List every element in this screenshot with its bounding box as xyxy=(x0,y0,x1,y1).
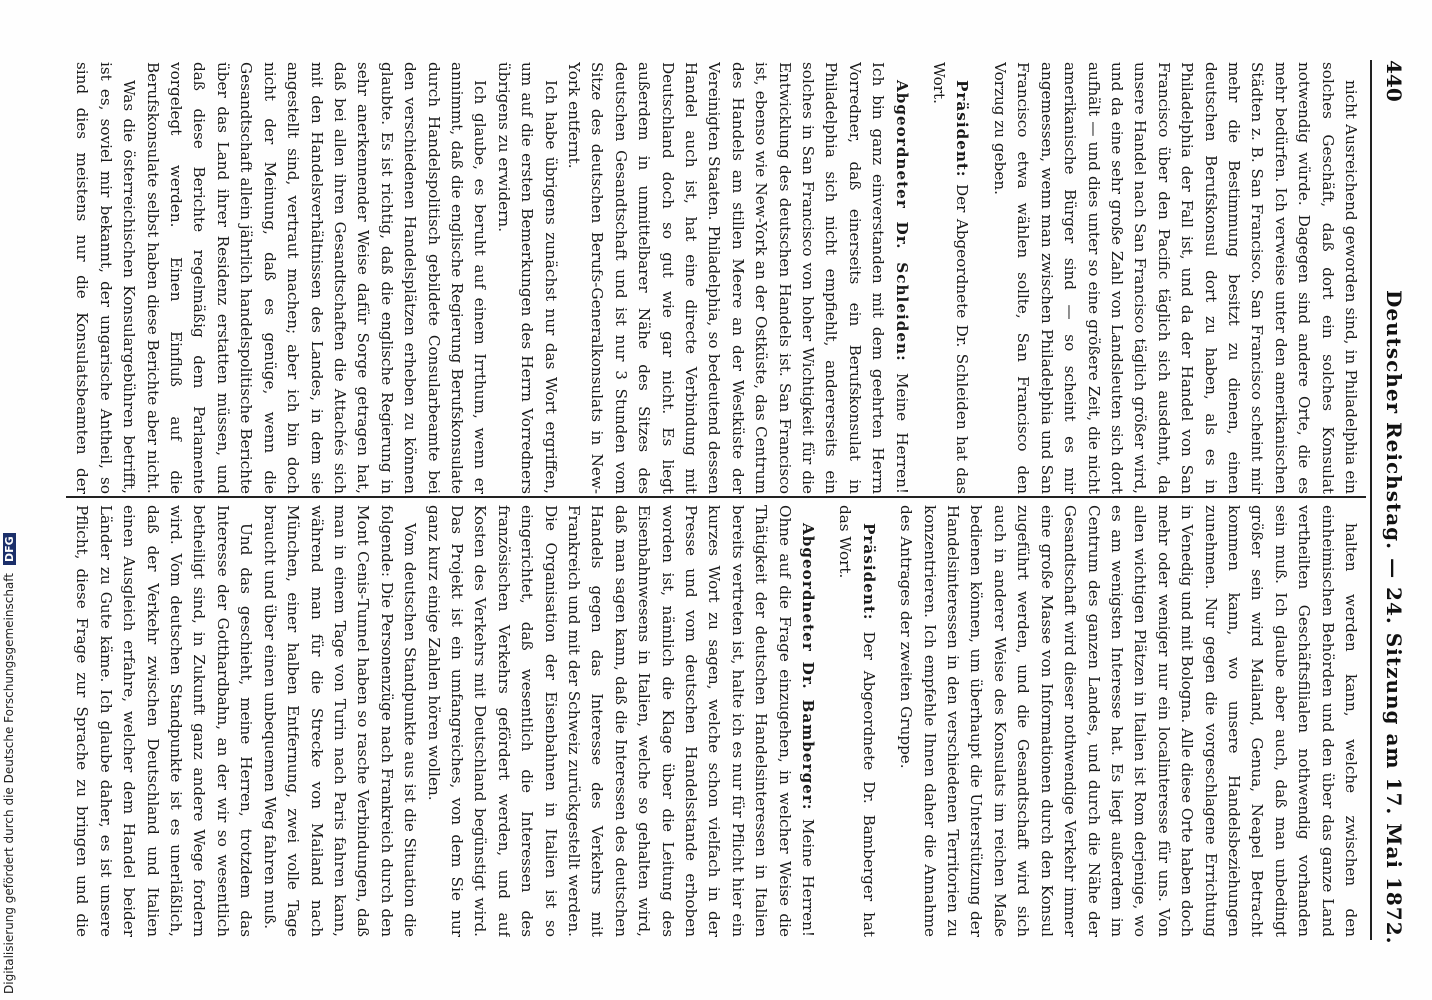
page-number: 440 xyxy=(1382,60,1406,102)
speaker-label: Präsident: xyxy=(859,523,878,621)
right-paragraph-2 xyxy=(833,505,880,937)
left-paragraph-2 xyxy=(927,62,974,494)
right-column xyxy=(72,505,1362,937)
left-paragraph-5: Ich glaube, es beruht auf einem Irrthum, wenn er annimmt, daß die englische Regierung Berufskonsulate durch Handelspolitisch gebildete Consularbeamte bei den verschiedenen Handelsplätzen erheben zu können glaubte. Es ist richtig, daß die englische Regierung in sehr anerkennender Weise dafür Sorge getragen hat, daß bei allen ihren Gesandtschaften die Attachés sich mit den Handelsverhältnissen des Landes, in dem sie angestellt sind, vertraut machen; aber ich bin doch nicht der Meinung, daß es genüge, wenn die Gesandtschaft allein jährlich handelspolitische Berichte über das Land ihrer Residenz erstatten müssen, und daß diese Berichte regelmäßig dem Parlamente vorgelegt werden. Einen Einfluß auf die Berufskonsulate selbst haben diese Berichte aber nicht. xyxy=(143,62,490,494)
left-paragraph-6: Was die österreichischen Konsulargebühren betrifft, ist es, soviel mir bekannt, der ungarische Antheil, so sind dies meistens nur die Konsulatsbeamten der xyxy=(73,62,139,494)
left-paragraph-1: nicht Ausreichend geworden sind, in Philadelphia ein solches Geschäft, daß dort ein solches Konsulat notwendig würde. Dagegen sind andere Orte, die es mehr bedürfen. Ich verweise unter den amerikanischen Städten z. B. San Francisco. San Francisco scheint mir mehr die Bestimmung besitzt zu dienen, einen deutschen Berufskonsul dort zu haben, als es in Philadelphia der Fall ist, und da der Handel von San Francisco über den Pacific täglich sich ausdehnt, da unsere Handel nach San Francisco täglich größer wird, und da eine sehr große Zahl von Landsleuten sich dort aufhält — und dies unter so eine größere Zeit, die nicht amerikanische Bürger sind — so scheint es mir angemessen, wenn man zwischen Philadelphia und San Francisco etwa wählen sollte, San Francisco den Vorzug zu geben. xyxy=(990,62,1360,494)
footer-credit: Digitalisierung gefördert durch die Deutsche Forschungsgemeinschaft xyxy=(2,572,16,994)
column-divider xyxy=(66,496,1366,498)
dfg-logo: DFG xyxy=(3,533,16,565)
right-paragraph-5: Und das geschieht, meine Herren, trotzdem das Interesse der Gotthardbahn, an der wir so wesentlich betheiligt sind, in Zukunft ganz andere Wege fordern wird. Vom deutschen Standpunkte ist es unerläßlich, daß der Verkehr zwischen Deutschland und Italien einen Ausgleich erfahre, welcher dem Handel beider Länder zu Gute käme. Ich glaube daher, es ist unsere Pflicht, diese Frage zur Sprache zu bringen und die xyxy=(73,505,256,937)
footer-wrap xyxy=(0,0,20,1000)
speech-text: Der Abgeordnete Dr. Schleiden hat das Wort. xyxy=(930,62,972,494)
left-paragraph-4: Ich habe übrigens zunächst nur das Wort ergriffen, um auf die ersten Bemerkungen des Herrn Vorredners übrigens zu erwidern. xyxy=(494,62,560,494)
left-column xyxy=(72,62,1362,494)
right-paragraph-3 xyxy=(421,505,819,937)
speech-text: Meine Herren! Ich bin ganz einverstanden mit dem geehrten Herrn Vorredner, daß einerseits ein Berufskonsulat in Philadelphia sich nicht empfiehlt, andererseits ein solches in San Francisco von hoher Wichtigkeit für die Entwicklung des deutschen Handels ist. San Francisco ist, ebenso wie New-York an der Ostküste, das Centrum des Handels am stillen Meere an der Westküste der Vereinigten Staaten. Philadelphia, so bedeutend dessen Handel auch ist, hat eine directe Verbindung mit Deutschland doch so gut wie gar nicht. Es liegt außerdem in unmittelbarer Nähe des Sitzes des deutschen Gesandtschaft und ist nur 3 Stunden vom Sitze des deutschen Berufs-Generalkonsulats in New-York entfernt. xyxy=(565,62,911,494)
speaker-label: Abgeordneter Dr. Bamberger: xyxy=(799,523,818,811)
right-paragraph-1: halten werden kann, welche zwischen den einheimischen Behörden und den über das ganze Land vertheilten Geschäftsfilialen nothwendig vorhanden sein muß. Ich glaube aber auch, daß man unbedingt größer sein wird Mailand, Genua, Neapel Betracht kommen kann, wo unsere Handelsbeziehungen zunehmen. Nur gegen die vorgeschlagene Errichtung in Venedig und mit Bologna. Alle diese Orte haben doch mehr oder weniger nur ein localinteresse für uns. Von allen wichtigen Plätzen in Italien ist Rom derjenige, wo es am wenigsten Interesse hat. Es liegt außerdem im Centrum des ganzen Landes, und durch die Nähe der Gesandtschaft wird dieser nothwendige Verkehr immer eine große Masse von Informationen durch den Konsul zugeführt werden, und die Gesandtschaft wird sich auch in anderer Weise des Konsulats im reichen Maße bedienen können, um überhaupt die Unterstützung der Handelsinteressen in den verschiedenen Territorien zu konzentrieren. Ich empfehle Ihnen daher die Annahme des Antrages der zweiten Gruppe. xyxy=(897,505,1360,937)
header-rule xyxy=(1370,60,1372,940)
speech-text: Der Abgeordnete Dr. Bamberger hat das Wort. xyxy=(836,505,878,937)
left-paragraph-3 xyxy=(562,62,913,494)
page-header xyxy=(1372,60,1406,945)
speaker-label: Abgeordneter Dr. Schleiden: xyxy=(892,80,911,362)
running-head: Deutscher Reichstag. — 24. Sitzung am 17. Mai 1872. xyxy=(1382,290,1406,945)
right-paragraph-4: Vom deutschen Standpunkte aus ist die Situation die folgende: Die Personenzüge nach Frankreich durch den Mont Cenis-Tunnel haben so rasche Verbindungen, daß man in einem Tage von Turin nach Paris fahren kann, während man für die Strecke von Mailand nach München, einer halben Entfernung, zwei volle Tage braucht und über einen unbequemen Weg fahren muß. xyxy=(260,505,420,937)
speech-text: Meine Herren! Ohne auf die Frage einzugehen, in welcher Weise die Thätigkeit der deutschen Handelsinteressen in Italien bereits vertreten ist, halte ich es nur für Pflicht hier ein kurzes Wort zu sagen, welche schon vielfach in der Presse und vom deutschen Handelsstande erhoben worden ist, nämlich die Klage über die Leitung des Eisenbahnwesens in Italien, welche so gehalten wird, daß man sagen kann, daß die Interessen des deutschen Handels gegen das Interesse des Verkehrs mit Frankreich und mit der Schweiz zurückgestellt werden. Die Organisation der Eisenbahnen in Italien ist so eingerichtet, daß wesentlich die Interessen des französischen Verkehrs gefördert werden, und auf Kosten des Verkehrs mit Deutschland begünstigt wird. Das Projekt ist ein umfangreiches, von dem Sie nur ganz kurz einige Zahlen hören wollen. xyxy=(424,505,818,937)
speaker-label: Präsident: xyxy=(953,80,972,178)
